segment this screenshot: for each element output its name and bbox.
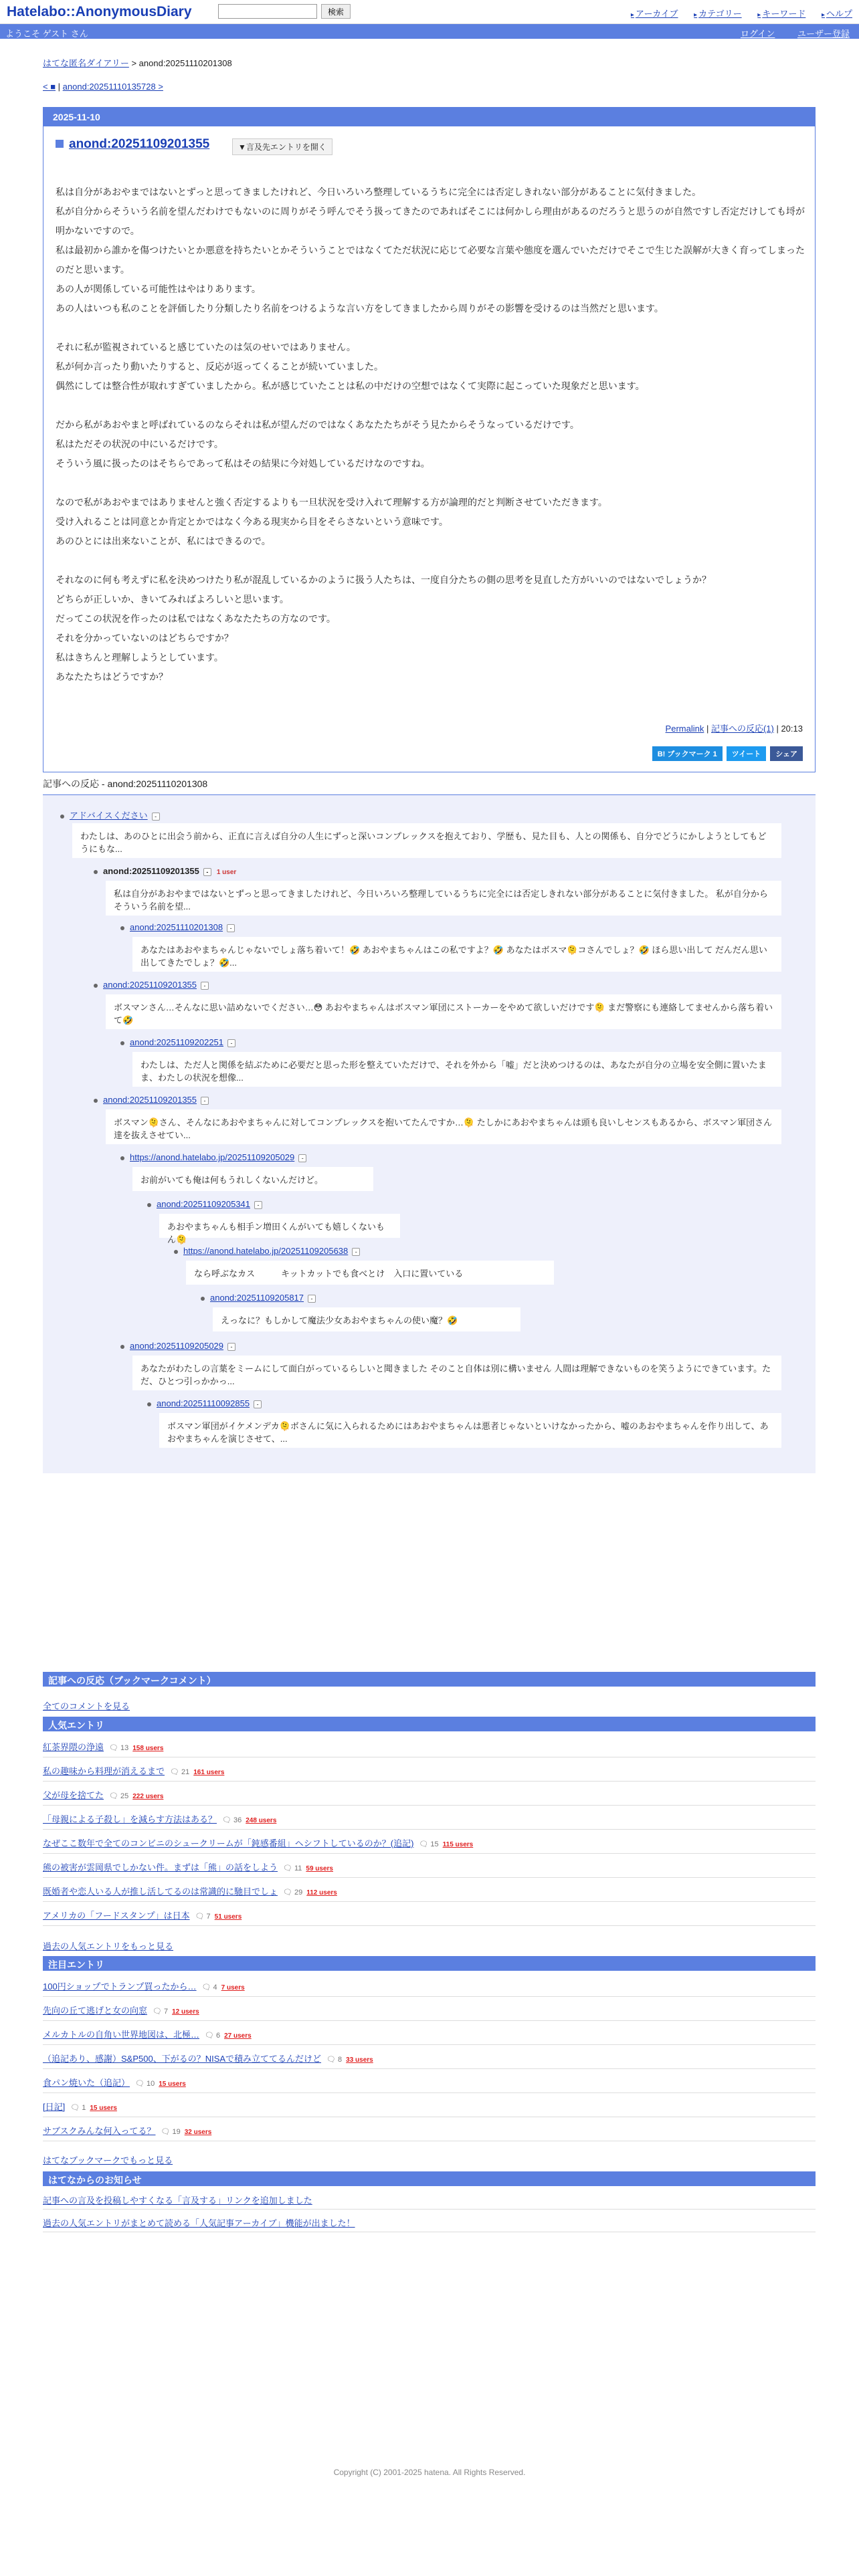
reaction-link[interactable]: anond:20251109202251	[130, 1037, 224, 1047]
bullet-icon	[94, 870, 98, 874]
toggle-icon[interactable]: -	[227, 1343, 235, 1351]
entry-link[interactable]: 既婚者や恋人いる人が推し活してるのは常識的に馳目でしょ	[43, 1887, 278, 1897]
comment-count: 🗨 10	[135, 2080, 155, 2088]
attention-entry	[43, 1997, 816, 2021]
entry-time: 20:13	[781, 724, 803, 734]
notice-item	[43, 2211, 816, 2232]
toggle-icon[interactable]: -	[254, 1400, 262, 1408]
attention-entry	[43, 2093, 816, 2117]
comment-count: 🗨 7	[195, 1913, 211, 1921]
bullet-icon	[120, 1156, 124, 1160]
users-badge[interactable]: 248 users	[246, 1817, 277, 1824]
entry-paragraph: そういう風に扱ったのはそちらであって私はその結果に今対処しているだけなのですね。	[56, 458, 430, 469]
reaction-10-body: えっなに？もしかして魔法少女あおやまちゃんの使い魔？🤣	[213, 1307, 520, 1331]
attention-entries-header: 注目エントリ	[43, 1956, 816, 1971]
reaction-link[interactable]: anond:20251109205341	[157, 1199, 251, 1209]
reaction-3-body: あなたはあおやまちゃんじゃないでしょ落ち着いて！🤣 あおやまちゃんはこの私ですよ？🤣 あなたはボスマ🫠コさんでしょ？🤣 ほら思い出して だんだん思い出してきたでしょ？🤣...	[132, 937, 781, 972]
entry-paragraph: 私が自分からそういう名前を望んだわけでもないのに周りがそう呼んでそう扱ってきたのであればそこには何かしら理由があるのだろうと思うのが自然ですし否定だけしても埒が明かないですので。	[56, 206, 805, 236]
entry-paragraph: だってこの状況を作ったのは私ではなくあなたたちの方なのです。	[56, 613, 336, 624]
popular-entry	[43, 1902, 816, 1926]
notice-link[interactable]: 過去の人気エントリがまとめて読める「人気記事アーカイブ」機能が出ました！	[43, 2218, 355, 2228]
register-link[interactable]: ユーザー登録	[797, 29, 850, 39]
popular-entries-header: 人気エントリ	[43, 1717, 816, 1731]
reactions-label: 記事への反応 - anond:20251110201308	[43, 778, 208, 789]
comment-count: 🗨 21	[170, 1768, 189, 1776]
entry-paragraph: それを分かっていないのはどちらですか？	[56, 633, 233, 643]
refs-link[interactable]: 記事への反応(1)	[710, 724, 774, 734]
entry-footer: Permalink | 記事への反応(1) | 20:13	[665, 724, 803, 734]
reaction-4-title	[94, 980, 209, 990]
nav-keyword[interactable]: ▸ キーワード	[757, 9, 805, 19]
entry-link[interactable]: 100円ショップでトランプ買ったから…	[43, 1981, 197, 1992]
reaction-link[interactable]: https://anond.hatelabo.jp/20251109205029	[130, 1152, 295, 1162]
reaction-link[interactable]: anond:20251109205817	[210, 1293, 304, 1303]
entry-link[interactable]: 紅茶界隈の浄遠	[43, 1742, 104, 1752]
share-buttons	[648, 746, 803, 761]
users-badge[interactable]: 112 users	[306, 1889, 337, 1897]
reaction-link[interactable]: アドバイスください	[70, 811, 148, 821]
entry-paragraph: 私は最初から誰かを傷つけたいとか悪意を持ちたいとかそういうことではなくてただ状況に応じて必要な言葉や態度を選んでいただけでそこで生じた誤解が大きく育ってしまったのだと思います。	[56, 245, 805, 275]
users-badge[interactable]: 7 users	[221, 1984, 245, 1992]
reaction-9-title	[174, 1246, 360, 1256]
reaction-3-title	[120, 922, 235, 932]
entry	[43, 107, 816, 772]
entry-link[interactable]: 食パン焼いた（追記）	[43, 2078, 130, 2088]
search-button[interactable]: 検索	[321, 4, 351, 19]
reaction-6-body: ボスマン🫠さん、そんなにあおやまちゃんに対してコンプレックスを抱いてたんですか…🫠 たしかにあおやまちゃんは頭も良いしセンスもあるから、ボスマン軍団さん達を抜えさせてい...	[106, 1109, 781, 1144]
popular-entry	[43, 1854, 816, 1878]
attention-entry	[43, 2021, 816, 2045]
breadcrumb-current: anond:20251110201308	[138, 58, 232, 68]
reaction-2-body: 私は自分があおやまではないとずっと思ってきましたけれど、今日いろいろ整理しているうちに完全には否定しきれない部分があることに気付きました。 私が自分からそういう名前を望...	[106, 881, 781, 916]
reaction-link[interactable]: anond:20251109201355	[103, 1095, 197, 1105]
users-badge[interactable]: 27 users	[224, 2032, 252, 2040]
comment-count: 🗨 25	[109, 1792, 128, 1800]
entry-paragraph: 私はきちんと理解しようとしています。	[56, 652, 223, 663]
popular-entry	[43, 1806, 816, 1830]
entry-paragraph: それに私が監視されていると感じていたのは気のせいではありません。	[56, 342, 356, 352]
entry-paragraph	[56, 396, 805, 415]
reaction-7-title	[120, 1152, 306, 1162]
nav-archive[interactable]: ▸ アーカイブ	[631, 9, 678, 19]
entry-paragraph: 私は自分があおやまではないとずっと思ってきましたけれど、今日いろいろ整理しているうちに完全には否定しきれない部分があることに気付きました。	[56, 187, 702, 197]
entry-paragraph: 私はただその状況の中にいるだけです。	[56, 439, 223, 449]
hatena-bookmark-button[interactable]: B! ブックマーク 1	[652, 746, 723, 761]
entry-paragraph: あなたたちはどうですか？	[56, 671, 168, 682]
entry-link[interactable]: メルカトルの自角い世界地図は、北極…	[43, 2030, 200, 2040]
reaction-link[interactable]: anond:20251109201355	[103, 980, 197, 990]
comment-count: 🗨 8	[326, 2056, 342, 2064]
reaction-6-title	[94, 1095, 209, 1105]
expand-button[interactable]: ▼言及先エントリを開く	[232, 138, 332, 155]
reaction-8-title	[147, 1199, 262, 1209]
notice-item	[43, 2188, 816, 2210]
bullet-icon	[174, 1250, 178, 1254]
reaction-12-title	[147, 1398, 262, 1408]
entry-link[interactable]: アメリカの「フードスタンプ」は日本	[43, 1911, 190, 1921]
entry-date: 2025-11-10	[43, 108, 815, 126]
toggle-icon[interactable]: -	[152, 813, 160, 821]
entry-paragraph: あの人が関係している可能性はやはりあります。	[56, 284, 261, 294]
entry-paragraph: なので私があおやまではありませんと強く否定するよりも一旦状況を受け入れて理解する方が論理的だと判断させていただきます。	[56, 497, 607, 508]
reaction-1-title	[60, 809, 160, 821]
bullet-icon	[60, 815, 64, 819]
toggle-icon[interactable]: -	[227, 924, 235, 932]
reaction-5-body: わたしは、ただ人と関係を結ぶために必要だと思った形を整えていただけで、それを外から「嘘」だと決めつけるのは、あなたが自分の立場を安全側に置いたまま、わたしの状況を想像...	[132, 1052, 781, 1087]
nav-sep: |	[56, 82, 63, 92]
entry-title	[56, 137, 209, 152]
comment-count: 🗨 4	[202, 1983, 217, 1992]
user-count-badge[interactable]: 1 user	[216, 869, 237, 876]
breadcrumb	[43, 56, 232, 69]
entry-paragraph: あの人はいつも私のことを評価したり分類したり名前をつけるような言い方をしてきましたから周りがその影響を受けるのは当然だと思います。	[56, 303, 664, 314]
copyright: Copyright (C) 2001-2025 hatena. All Rights Reserved.	[333, 2468, 526, 2477]
comment-count: 🗨 6	[205, 2032, 220, 2040]
reaction-8-body: あおやまちゃんも相手ン増田くんがいても嬉しくないもん🫠	[159, 1214, 400, 1238]
bullet-icon	[94, 984, 98, 988]
attention-entry	[43, 2069, 816, 2093]
comment-count: 🗨 7	[153, 2008, 168, 2016]
reaction-9-body: なら呼ぶなカス キットカットでも食べとけ 入口に置いている	[186, 1261, 554, 1285]
popular-more-link[interactable]: 過去の人気エントリをもっと見る	[43, 1941, 174, 1951]
reaction-4-body: ボスマンさん…そんなに思い詰めないでください…😳 あおやまちゃんはボスマン軍団にストーカーをやめて欲しいだけです🫠 まだ警察にも連絡してませんから落ち着いて🤣	[106, 994, 781, 1029]
welcome-bar	[0, 24, 859, 39]
notice-link[interactable]: 記事への言及を投稿しやすくなる「言及する」リンクを追加しました	[43, 2195, 312, 2206]
users-badge[interactable]: 59 users	[306, 1865, 333, 1872]
comment-count: 🗨 13	[109, 1744, 128, 1752]
entry-paragraph: だから私があおやまと呼ばれているのならそれは私が望んだのではなくあなたたちがそう見たからそうなっているだけです。	[56, 419, 579, 430]
entry-link[interactable]: 「母親による子殺し」を減らす方法はある？	[43, 1814, 217, 1824]
notice-header: はてなからのお知らせ	[43, 2171, 816, 2186]
reaction-link[interactable]: anond:20251110201308	[130, 922, 223, 932]
top-nav	[617, 7, 852, 19]
popular-entry	[43, 1878, 816, 1902]
popular-entry	[43, 1782, 816, 1806]
permalink[interactable]: Permalink	[665, 724, 704, 734]
reaction-2-title	[94, 866, 236, 876]
bullet-icon	[120, 1041, 124, 1045]
bullet-icon	[201, 1297, 205, 1301]
comment-count: 🗨 11	[283, 1864, 302, 1872]
entry-paragraph: あのひとには出来ないことが、私にはできるので。	[56, 536, 271, 546]
bullet-icon	[120, 1345, 124, 1349]
comment-count: 🗨 1	[70, 2104, 86, 2112]
toggle-icon[interactable]: -	[308, 1295, 316, 1303]
bullet-icon	[147, 1402, 151, 1406]
users-badge[interactable]: 32 users	[184, 2129, 212, 2136]
top-bar	[0, 0, 859, 24]
bullet-icon	[147, 1203, 151, 1207]
entry-link[interactable]: 熊の被害が雲岡県でしかない件。まずは「熊」の話をしよう	[43, 1862, 278, 1872]
entry-link[interactable]: （追記あり、感謝）S&P500、下がるの？NISAで積み立ててるんだけど	[43, 2054, 322, 2064]
entry-paragraph: 私が何か言ったり動いたりすると、反応が返ってくることが続いていました。	[56, 361, 383, 372]
search-input[interactable]	[218, 4, 317, 19]
facebook-share-button[interactable]: シェア	[770, 746, 803, 761]
toggle-icon[interactable]: -	[352, 1248, 360, 1256]
nav-category[interactable]: ▸ カテゴリー	[694, 9, 742, 19]
popular-entry	[43, 1733, 816, 1757]
attention-entry	[43, 2045, 816, 2069]
square-icon	[56, 140, 64, 148]
site-logo[interactable]: Hatelabo::AnonymousDiary	[7, 4, 192, 19]
users-badge[interactable]: 33 users	[346, 2056, 373, 2064]
users-badge[interactable]: 15 users	[159, 2080, 186, 2088]
users-badge[interactable]: 12 users	[172, 2008, 199, 2016]
toggle-icon[interactable]: -	[203, 868, 211, 876]
popular-entry	[43, 1830, 816, 1854]
reaction-11-title	[120, 1341, 235, 1351]
attention-more-link[interactable]: はてなブックマークでもっと見る	[43, 2155, 173, 2165]
bullet-icon	[120, 926, 124, 930]
users-badge[interactable]: 161 users	[193, 1769, 225, 1776]
attention-entry	[43, 2117, 816, 2141]
entry-paragraph: 受け入れることは同意とか肯定とかではなく今ある現実から目をそらさないという意味です。	[56, 516, 448, 527]
nav-help[interactable]: ▸ ヘルプ	[822, 9, 852, 19]
toggle-icon[interactable]: -	[227, 1039, 235, 1047]
entry-body	[56, 183, 805, 687]
users-badge[interactable]: 51 users	[214, 1913, 242, 1921]
toggle-icon[interactable]: -	[201, 1097, 209, 1105]
reaction-link[interactable]: anond:20251109205029	[130, 1341, 224, 1351]
reaction-11-body: あなたがわたしの言葉をミームにして面白がっているらしいと聞きました そのこと自体は別に構いません 人間は理解できないものを笑うようにできています。ただ、ひとつ引っかかっ...	[132, 1356, 781, 1390]
all-comments-link[interactable]: 全てのコメントを見る	[43, 1701, 130, 1711]
entry-paragraph: それなのに何も考えずに私を決めつけたり私が混乱しているかのように扱う人たちは、一度自分たちの側の思考を見直した方がいいのではないでしょうか？	[56, 574, 711, 585]
reaction-7-body: お前がいても俺は何もうれしくないんだけど。	[132, 1167, 373, 1191]
reaction-label: anond:20251109201355	[103, 866, 199, 876]
users-badge[interactable]: 158 users	[132, 1745, 164, 1752]
reaction-12-body: ボスマン軍団がイケメンデカ🫠ボさんに気に入られるためにはあおやまちゃんは悪者じゃないといけなかったから、嘘のあおやまちゃんを作り出して、あおやまちゃんを演じさせて、...	[159, 1413, 781, 1448]
comment-count: 🗨 15	[419, 1840, 438, 1848]
entry-link[interactable]: 先向の丘て逃げと女の向窓	[43, 2006, 148, 2016]
reaction-5-title	[120, 1037, 235, 1047]
breadcrumb-sep: >	[128, 58, 139, 68]
comment-count: 🗨 36	[222, 1816, 242, 1824]
entry-paragraph	[56, 473, 805, 493]
popular-entry	[43, 1757, 816, 1782]
toggle-icon[interactable]: -	[254, 1201, 262, 1209]
entry-link[interactable]: なぜここ数年で全てのコンビニのシュークリームが「鈍感番組」ヘシフトしているのか？(追記)	[43, 1838, 414, 1848]
next-link[interactable]: anond:20251110135728 >	[62, 82, 163, 92]
bookmark-comments-header: 記事への反応（ブックマークコメント）	[43, 1672, 816, 1687]
entry-link[interactable]: 父が母を捨てた	[43, 1790, 104, 1800]
entry-paragraph: どちらが正しいか、きいてみればよろしいと思います。	[56, 594, 289, 605]
welcome-text: ようこそ ゲスト さん	[5, 29, 88, 39]
users-badge[interactable]: 115 users	[442, 1841, 474, 1848]
attention-entry	[43, 1973, 816, 1997]
users-badge[interactable]: 15 users	[90, 2105, 117, 2112]
login-link[interactable]: ログイン	[741, 29, 775, 39]
breadcrumb-home[interactable]: はてな匿名ダイアリー	[43, 58, 129, 68]
toggle-icon[interactable]: -	[298, 1154, 306, 1162]
reaction-10-title	[201, 1293, 316, 1303]
reaction-link[interactable]: https://anond.hatelabo.jp/20251109205638	[183, 1246, 349, 1256]
reaction-1-body: わたしは、あのひとに出会う前から、正直に言えば自分の人生にずっと深いコンプレックスを抱えており、学歴も、見た目も、人との関係も、自分でどうにかしようとしてもどうにもな...	[72, 823, 781, 858]
entry-link[interactable]: サブスクみんな何入ってる？	[43, 2126, 156, 2136]
entry-link[interactable]: [日記]	[43, 2102, 66, 2112]
reaction-link[interactable]: anond:20251110092855	[157, 1398, 250, 1408]
tweet-button[interactable]: ツイート	[727, 746, 766, 761]
entry-paragraph	[56, 551, 805, 570]
bullet-icon	[94, 1099, 98, 1103]
comment-count: 🗨 19	[161, 2128, 180, 2136]
prev-link[interactable]: < ■	[43, 82, 56, 92]
prev-next-nav	[43, 82, 163, 92]
entry-title-link[interactable]: anond:20251109201355	[69, 137, 210, 151]
entry-paragraph: 偶然にしては整合性が取れすぎていましたから。私が感じていたことは私の中だけの空想ではなくて実際に起こっていた現象だと思います。	[56, 381, 645, 391]
reactions-tree	[43, 794, 816, 1473]
comment-count: 🗨 29	[283, 1889, 302, 1897]
users-badge[interactable]: 222 users	[132, 1793, 164, 1800]
entry-paragraph	[56, 318, 805, 338]
entry-link[interactable]: 私の趣味から料理が消えるまで	[43, 1766, 165, 1776]
toggle-icon[interactable]: -	[201, 982, 209, 990]
